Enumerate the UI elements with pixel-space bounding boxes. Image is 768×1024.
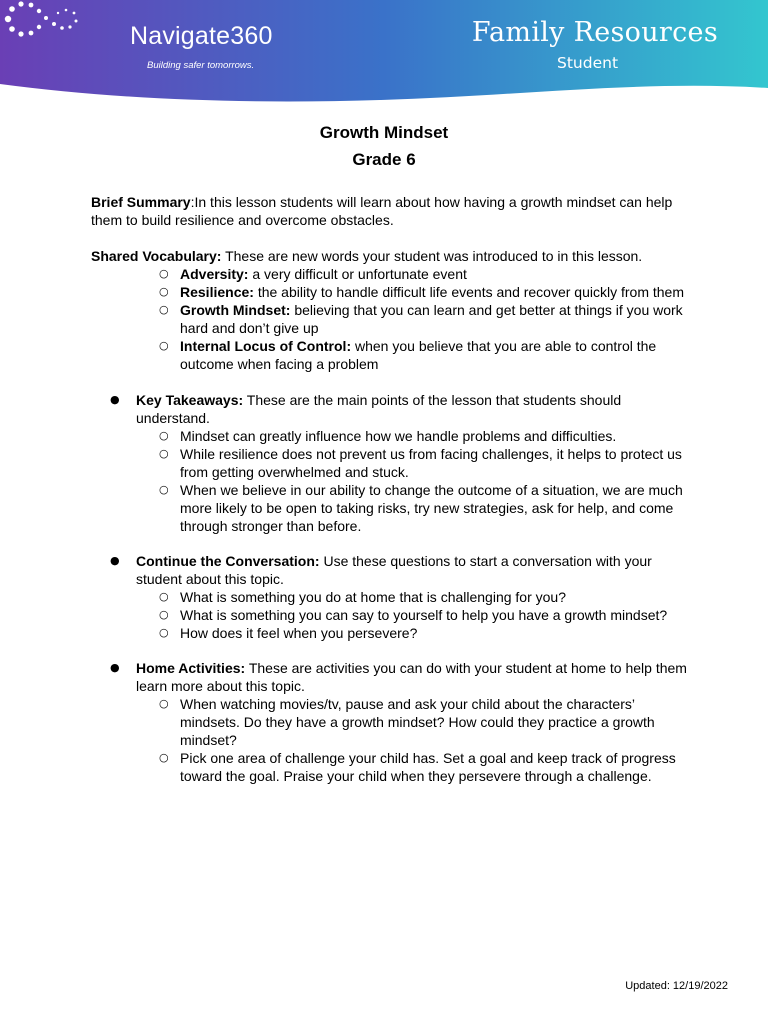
vocabulary-term: Growth Mindset:: [180, 302, 291, 318]
home-activities-intro: [136, 659, 691, 695]
key-takeaways-intro: [136, 391, 691, 427]
continue-conversation-label: Continue the Conversation:: [136, 553, 320, 569]
vocabulary-term: Internal Locus of Control:: [180, 338, 352, 354]
vocabulary-label: Shared Vocabulary:: [91, 248, 222, 264]
continue-conversation-intro-text: Use these questions to start a conversation with your student about this topic.: [136, 553, 652, 587]
list-item: ○ When we believe in our ability to change the outcome of a situation, we are much more likely to be open to taking risks, try new strategies, ask for help, and come through stronger than before.: [159, 481, 691, 535]
vocabulary-item: [159, 283, 691, 301]
section-title: Family Resources: [471, 17, 718, 48]
list-item: ○ What is something you can say to yourself to help you have a growth mindset?: [159, 606, 691, 624]
vocabulary-item: [159, 337, 691, 373]
continue-conversation-section: [110, 552, 691, 642]
vocabulary-list: [159, 265, 691, 373]
summary-label: Brief Summary: [91, 194, 191, 210]
home-activities-intro-text: These are activities you can do with your student at home to help them learn more about this topic.: [136, 660, 687, 694]
home-activities-label: Home Activities:: [136, 660, 246, 676]
summary-text: :In this lesson students will learn about how having a growth mindset can help them to build resilience and overcome obstacles.: [91, 194, 673, 228]
list-item: ○ What is something you do at home that is challenging for you?: [159, 588, 691, 606]
vocabulary-term: Adversity:: [180, 266, 249, 282]
bullet-icon: ●: [110, 554, 120, 567]
vocabulary-definition: a very difficult or unfortunate event: [248, 266, 467, 282]
header-banner: [0, 0, 768, 110]
vocabulary-definition: the ability to handle difficult life events and recover quickly from them: [253, 284, 685, 300]
home-activities-list: [159, 695, 691, 785]
bullet-icon: ●: [110, 393, 120, 406]
document-title: Growth Mindset: [319, 123, 449, 142]
key-takeaways-section: [110, 391, 691, 535]
vocabulary-definition: believing that you can learn and get better at things if you work hard and don’t give up: [180, 302, 683, 336]
vocabulary-item: [159, 301, 691, 337]
vocabulary-item: [159, 265, 691, 283]
summary-paragraph: [91, 193, 691, 229]
brand-name: Navigate360: [130, 22, 273, 50]
list-item: ○ While resilience does not prevent us from facing challenges, it helps to protect us from getting overwhelmed and stuck.: [159, 445, 691, 481]
bullet-icon: ●: [110, 661, 120, 674]
key-takeaways-label: Key Takeaways:: [136, 392, 244, 408]
vocabulary-intro: [91, 247, 691, 265]
vocabulary-term: Resilience:: [180, 284, 254, 300]
continue-conversation-list: [159, 588, 691, 642]
document-grade: Grade 6: [352, 150, 416, 169]
key-takeaways-list: [159, 427, 691, 535]
list-item: ○ Pick one area of challenge your child has. Set a goal and keep track of progress toward the goal. Praise your child when they persevere through a challenge.: [159, 749, 691, 785]
home-activities-section: [110, 659, 691, 785]
list-item: ○ When watching movies/tv, pause and ask your child about the characters’ mindsets. Do they have a growth mindset? How could they practice a growth mindset?: [159, 695, 691, 749]
navigate360-logo-icon: [0, 0, 96, 38]
updated-date: Updated: 12/19/2022: [625, 980, 728, 992]
brand-tagline: Building safer tomorrows.: [147, 60, 255, 71]
document-body: [91, 193, 691, 802]
list-item: ○ How does it feel when you persevere?: [159, 624, 691, 642]
vocabulary-intro-text: These are new words your student was introduced to in this lesson.: [221, 248, 643, 264]
key-takeaways-intro-text: These are the main points of the lesson that students should understand.: [136, 392, 622, 426]
continue-conversation-intro: [136, 552, 691, 588]
section-subtitle: Student: [557, 54, 619, 72]
vocabulary-definition: when you believe that you are able to control the outcome when facing a problem: [180, 338, 657, 372]
vocabulary-section: [91, 247, 691, 373]
list-item: ○ Mindset can greatly influence how we handle problems and difficulties.: [159, 427, 691, 445]
